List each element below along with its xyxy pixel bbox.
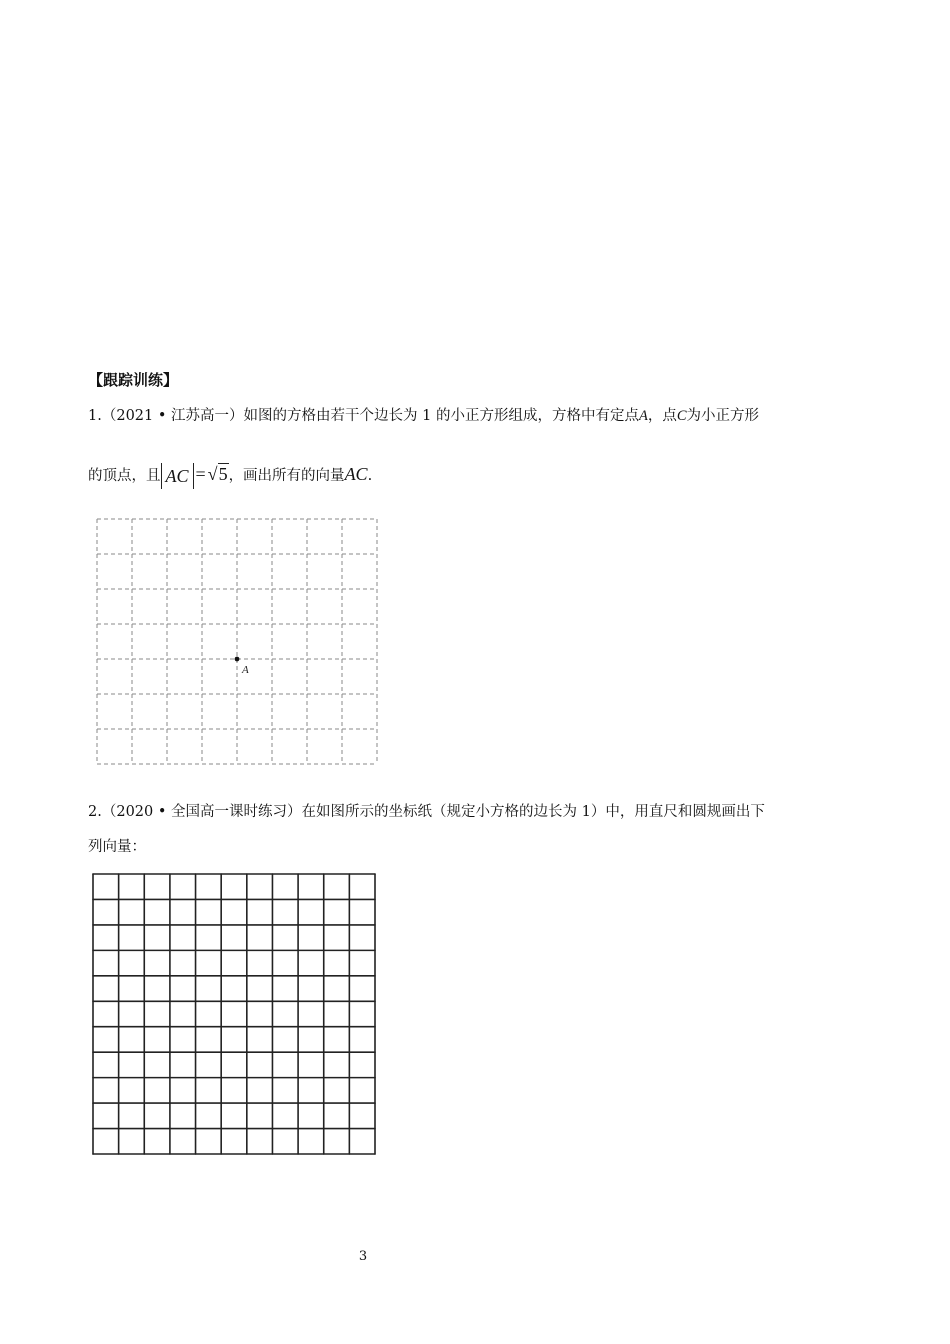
sqrt-sign: √	[207, 464, 218, 484]
point-label: C	[676, 408, 687, 424]
dashed-grid	[90, 512, 385, 768]
section-title: 【跟踪训练】	[88, 371, 179, 389]
coordinate-paper-grid	[90, 869, 380, 1159]
equals-sign: =	[195, 464, 206, 484]
point-label: A	[638, 408, 648, 424]
question-text: 如图的方格由若干个边长为 1 的小正方形组成，方格中有定点	[243, 408, 639, 424]
question-text: ，点	[647, 408, 677, 424]
question-source: （2020 • 全国高一课时练习）	[101, 804, 302, 820]
question-number: 2.	[88, 804, 102, 820]
question-1-line-1	[88, 404, 759, 425]
point-a-dot	[235, 657, 240, 662]
vector-label: AC	[344, 464, 368, 484]
abs-expression: AC	[161, 463, 194, 489]
question-text: 在如图所示的坐标纸（规定小方格的边长为 1）中，用直尺和圆规画出下	[301, 804, 765, 820]
question-text: 列向量：	[88, 839, 146, 855]
question-text: ，画出所有的向量	[228, 468, 345, 484]
question-source: （2021 • 江苏高一）	[101, 408, 244, 424]
page-number: 3	[358, 1249, 368, 1264]
question-number: 1.	[88, 408, 102, 424]
sqrt-value: 5	[218, 464, 228, 484]
question-text: 为小正方形	[686, 408, 759, 424]
question-1-line-2	[88, 461, 372, 489]
question-2-line-2	[88, 835, 146, 856]
point-a-label: A	[242, 664, 249, 676]
question-text: 的顶点，且	[88, 468, 161, 484]
question-2-line-1	[88, 800, 765, 821]
period: .	[367, 468, 373, 484]
